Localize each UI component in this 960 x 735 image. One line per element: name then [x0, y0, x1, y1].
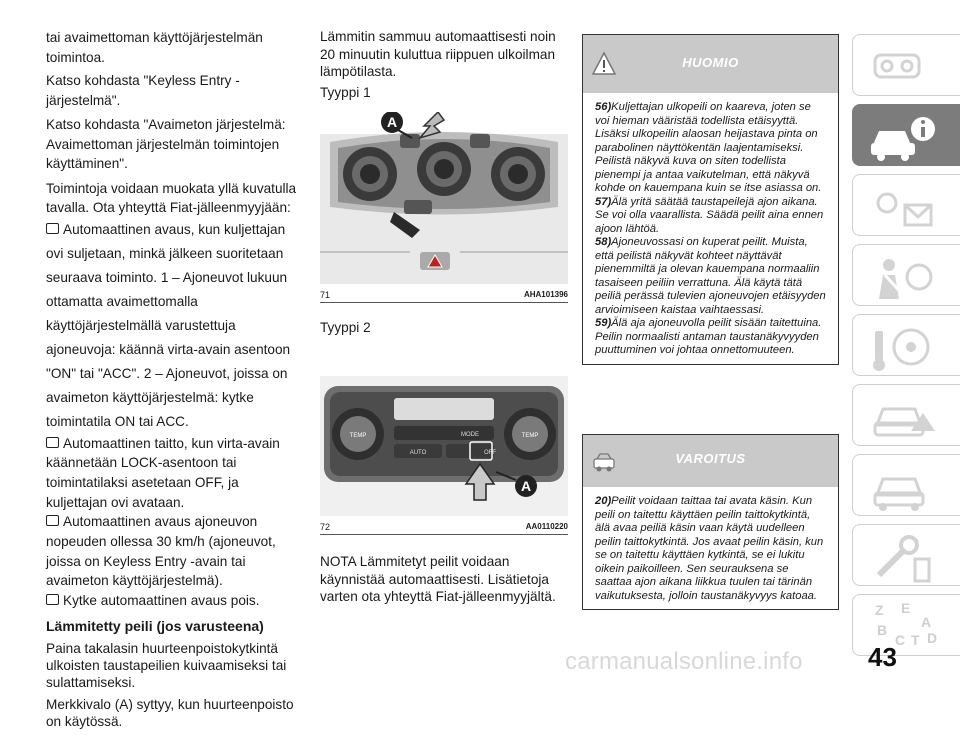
- note-number: 58): [595, 236, 612, 248]
- figure-code: AHA101396: [523, 290, 568, 299]
- index-letter: E: [901, 601, 911, 616]
- varoitus-header: [583, 435, 838, 487]
- chapter-tab[interactable]: [852, 244, 960, 306]
- note-item: [595, 236, 828, 317]
- chapter-tab[interactable]: [852, 454, 960, 516]
- paragraph: Merkkivalo (A) syttyy, kun huurteenpoisto on käytössä.: [46, 696, 294, 729]
- paragraph: Lämmitin sammuu automaattisesti noin 20 minuutin kuluttua riippuen ulkoilman lämpötilasta.: [320, 29, 556, 79]
- huomio-body: [583, 93, 838, 364]
- bullet-text: Automaattinen avaus, kun kuljettajan ovi suljetaan, minkä jälkeen suoritetaan seuraava toiminto. 1 – Ajoneuvot lukuun ottamatta avaimettomalla käyttöjärjestelmällä varustettuja ajoneuvoja: käännä virta-avain asentoon "ON" tai "ACC". 2 – Ajoneuvot, joissa on avaimeton käyttöjärjestelmä: kytke toimintatila ON tai ACC.: [46, 221, 291, 429]
- index-letter: C: [895, 632, 906, 648]
- index-letter: A: [921, 614, 932, 630]
- chapter-tabs: [852, 34, 960, 664]
- car-dashboard-icon: [865, 41, 945, 93]
- varoitus-box: [582, 434, 839, 610]
- bullet-text: Automaattinen taitto, kun virta-avain käännetään LOCK-asentoon tai toimintatilaksi asetetaan OFF, ja kuljettajan ovi avataan.: [46, 435, 280, 510]
- checkbox-icon: [46, 594, 59, 605]
- temp-left-label: TEMP: [349, 433, 367, 439]
- warning-lights-icon: [865, 181, 945, 233]
- note-item: [595, 495, 828, 603]
- note-number: 20): [595, 495, 612, 507]
- section-heading: Lämmitetty peili (jos varusteena): [46, 617, 264, 634]
- figure-caption: [320, 522, 568, 532]
- paragraph: tai avaimettoman käyttöjärjestelmän toimintoa.: [46, 30, 263, 65]
- paragraph: Paina takalasin huurteenpoistokytkintä ulkoisten taustapeilien kuivaamiseksi tai sulattamiseksi.: [46, 640, 287, 690]
- callout-a: A: [520, 478, 532, 494]
- paragraph: Toimintoja voidaan muokata yllä kuvatulla tavalla. Ota yhteyttä Fiat-jälleenmyyjään:: [46, 180, 297, 215]
- figure-label: Tyyppi 2: [320, 320, 371, 335]
- note-text: Kuljettajan ulkopeili on kaareva, joten se voi hieman vääristää todellista etäisyyttä. Lisäksi ulkopeilin alaosan heijastava pinta on parabolinen näyttökentän laajentamiseksi. Peilistä näkyvä kuva on siten todellista pienempi ja antaa vaikutelman, että näkyvä kohde on kauempana kuin se itse asiassa on.: [595, 101, 822, 194]
- checkbox-icon: [46, 223, 59, 234]
- off-label: OFF: [484, 450, 496, 456]
- chapter-tab[interactable]: [852, 174, 960, 236]
- varoitus-title: VAROITUS: [675, 451, 746, 466]
- note-item: [595, 101, 828, 196]
- chapter-tab[interactable]: [852, 314, 960, 376]
- column-2: [320, 28, 570, 101]
- chapter-tab[interactable]: [852, 34, 960, 96]
- chapter-tab[interactable]: [852, 104, 960, 166]
- paragraph: Katso kohdasta "Avaimeton järjestelmä: Avaimettoman järjestelmän toimintojen käyttäminen".: [46, 117, 286, 171]
- index-letter: T: [911, 632, 920, 648]
- car-service-icon: [865, 461, 945, 513]
- chapter-tab[interactable]: [852, 524, 960, 586]
- figure-label: Tyyppi 1: [320, 84, 371, 100]
- bullet-item: [46, 434, 298, 513]
- checkbox-icon: [46, 515, 59, 526]
- note-item: [595, 317, 828, 358]
- index-letter: D: [927, 630, 938, 646]
- note-text: Älä aja ajoneuvolla peilit sisään taitettuina. Peilin normaalisti antaman taustanäkyvyyden puuttuminen voi johtaa onnettomuuteen.: [595, 317, 822, 356]
- callout-a: A: [386, 114, 398, 130]
- paragraph: Katso kohdasta "Keyless Entry -järjestelmä".: [46, 73, 240, 108]
- figure-71: [320, 112, 568, 303]
- car-breakdown-icon: [865, 391, 945, 443]
- note-item: [595, 196, 828, 237]
- bullet-item: [46, 218, 298, 434]
- bullet-text: Automaattinen avaus ajoneuvon nopeuden ollessa 30 km/h (ajoneuvot, joissa on Keyless Entry -avain tai avaimeton käyttöjärjestelmä).: [46, 514, 276, 589]
- checkbox-icon: [46, 437, 59, 448]
- watermark: carmanualsonline.info: [565, 648, 803, 675]
- figure-caption: [320, 290, 568, 300]
- auto-label: AUTO: [409, 450, 427, 456]
- figure-number: 72: [320, 522, 331, 532]
- figure-code: AA0110220: [525, 522, 568, 531]
- safety-airbag-icon: [865, 251, 945, 303]
- huomio-header: [583, 35, 838, 93]
- wrench-icon: [865, 531, 945, 583]
- index-letter: Z: [875, 602, 884, 618]
- mode-label: MODE: [461, 432, 479, 438]
- heater-panel-type1-image: [320, 112, 568, 284]
- chapter-tab[interactable]: [852, 384, 960, 446]
- figure-number: 71: [320, 290, 331, 300]
- huomio-title: HUOMIO: [682, 55, 739, 70]
- note-number: 56): [595, 101, 612, 113]
- page-number: 43: [868, 642, 897, 672]
- bullet-item: [46, 591, 298, 611]
- bullet-item: [46, 512, 298, 591]
- steering-key-icon: [865, 321, 945, 373]
- note-text: Ajoneuvossasi on kuperat peilit. Muista, että peilistä näkyvät kohteet näyttävät pienemmiltä ja olevan kauempana normaaliin tasaiseen peiliin verrattuna. Älä käytä tätä peiliä perässä tulevien ajoneuvojen etäisyyden arvioimiseen kaistaa vaihtaessasi.: [595, 236, 826, 316]
- bullet-text: Kytke automaattinen avaus pois.: [63, 593, 260, 609]
- figure-72: [320, 376, 568, 535]
- note-paragraph: NOTA Lämmitetyt peilit voidaan käynnistää automaattisesti. Lisätietoja varten ota yhteyttä Fiat-jälleenmyyjältä.: [320, 554, 556, 604]
- index-letter: B: [877, 622, 888, 638]
- note-text: Älä yritä säätää taustapeilejä ajon aikana. Se voi olla vaarallista. Säädä peilit aina ennen ajoon lähtöä.: [595, 195, 824, 235]
- note-number: 57): [595, 195, 612, 208]
- note-number: 59): [595, 317, 612, 329]
- temp-right-label: TEMP: [521, 433, 539, 439]
- heater-panel-type2-image: [320, 376, 568, 516]
- varoitus-body: [583, 487, 838, 609]
- huomio-box: [582, 34, 839, 365]
- car-info-icon: [865, 111, 945, 163]
- note-text: Peilit voidaan taittaa tai avata käsin. Kun peili on taitettu käyttäen peilin taittokytkintä, älä avaa peiliä käsin vaan käytä uudelleen peilin taittokytkintä. Jos avaat peilin käsin, kun se on taitettu käyttäen kytkintä, se ei lukitu oikein paikoilleen. Sen seurauksena se saattaa ajon aikana liikkua tuulen tai tärinän vaikutuksesta, jolloin taustanäkyvyys katoaa.: [595, 495, 824, 602]
- column-1: [46, 28, 298, 735]
